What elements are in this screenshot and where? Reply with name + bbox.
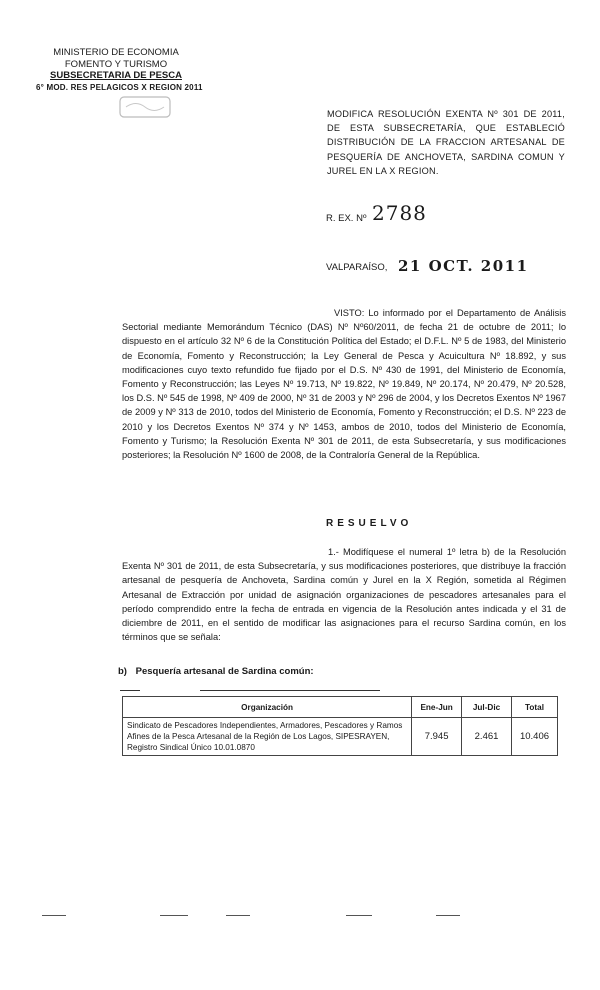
total-cell: 10.406 [512, 718, 558, 756]
subsecretaria-line: SUBSECRETARIA DE PESCA [50, 70, 182, 81]
resolution-number-label: R. EX. Nº [326, 213, 367, 224]
ene-jun-cell: 7.945 [412, 718, 462, 756]
resolution-date: 21 OCT. 2011 [398, 257, 529, 275]
section-title: Pesquería artesanal de Sardina común: [135, 666, 314, 677]
organization-cell: Sindicato de Pescadores Independientes, Armadores, Pescadores y Ramos Afines de la Pesca Artesanal de la Región de Los Lagos, SIPESRAYEN, Registro Sindical Único 10.01.0870 [123, 718, 412, 756]
letterhead [36, 47, 203, 93]
col-header-ene-jun: Ene-Jun [412, 697, 462, 718]
jul-dic-cell: 2.461 [462, 718, 512, 756]
col-header-jul-dic: Jul-Dic [462, 697, 512, 718]
resolution-number: 2788 [372, 201, 427, 225]
footer-mark [226, 915, 250, 916]
col-header-organization: Organización [123, 697, 412, 718]
visto-paragraph: VISTO: Lo informado por el Departamento de Análisis Sectorial mediante Memorándum Técnico (DAS) Nº Nº60/2011, de fecha 21 de octubre de 2011; lo dispuesto en el artículo 32 Nº 6 de la Constitución Política del Estado; el D.F.L. Nº 5 de 1983, del Ministerio de Economía, Fomento y Reconstrucción; la Ley General de Pesca y Acuicultura Nº 18.892, y sus modificaciones cuyo texto refundido fue fijado por el D.S. Nº 430 de 1991, del Ministerio de Economía, Fomento y Reconstrucción; las Leyes Nº 19.713, Nº 19.822, Nº 19.849, Nº 20.174, Nº 20.479, Nº 20.528, los D.S. Nº 545 de 1998, Nº 409 de 2000, Nº 31 de 2003 y Nº 296 de 2004, y los Decretos Exentos Nº 1967 de 2009 y Nº 313 de 2010, todos del Ministerio de Economía, Fomento y Reconstrucción; el D.S. Nº 223 de 2010 y los Decretos Exentos Nº 374 y Nº 1453, ambos de 2010, todos del Ministerio de Economía, Fomento y Turismo; la Resolución Exenta Nº 301 de 2011, de esta Subsecretaría, y sus modificaciones posteriores; la Resolución Nº 1600 de 2008, de la Contraloría General de la República. [122, 308, 566, 461]
resolution-subject: MODIFICA RESOLUCIÓN EXENTA Nº 301 DE 2011, DE ESTA SUBSECRETARÍA, QUE ESTABLECIÓ DISTRIBUCIÓN DE LA FRACCION ARTESANAL DE PESQUERÍA DE ANCHOVETA, SARDINA COMUN Y JUREL EN LA X REGION. [327, 109, 565, 176]
article-1-paragraph: 1.- Modifíquese el numeral 1º letra b) de la Resolución Exenta Nº 301 de 2011, de esta Subsecretaría, y sus modificaciones posteriores, que distribuye la fracción artesanal de pesquería de Anchoveta, Sardina común y Jurel en la X Región, sometida al Régimen Artesanal de Extracción por unidad de asignación organizaciones de pescadores artesanales para el período comprendido entre la fecha de entrada en vigencia de la Resolución antes indicada y el 31 de diciembre de 2011, en el sentido de modificar las asignaciones para el recurso Sardina común, en los términos que se señala: [122, 547, 566, 643]
section-heading [118, 666, 314, 677]
rule-left [120, 690, 140, 691]
table-header-row [123, 697, 558, 718]
rule-middle [200, 690, 380, 691]
col-header-total: Total [512, 697, 558, 718]
ministry-line-2: FOMENTO Y TURISMO [64, 58, 168, 70]
footer-mark [42, 915, 66, 916]
reference-line: 6° MOD. RES PELAGICOS X REGION 2011 [36, 82, 203, 92]
footer-mark [346, 915, 372, 916]
allocation-table [122, 696, 558, 756]
footer-mark [436, 915, 460, 916]
place-label: VALPARAÍSO, [326, 262, 388, 273]
resuelvo-heading: RESUELVO [326, 518, 413, 529]
table-row [123, 718, 558, 756]
section-label: b) [118, 666, 127, 677]
ministry-line-1: MINISTERIO DE ECONOMIA [53, 47, 179, 58]
stamp-mark-icon [118, 94, 172, 120]
footer-mark [160, 915, 188, 916]
